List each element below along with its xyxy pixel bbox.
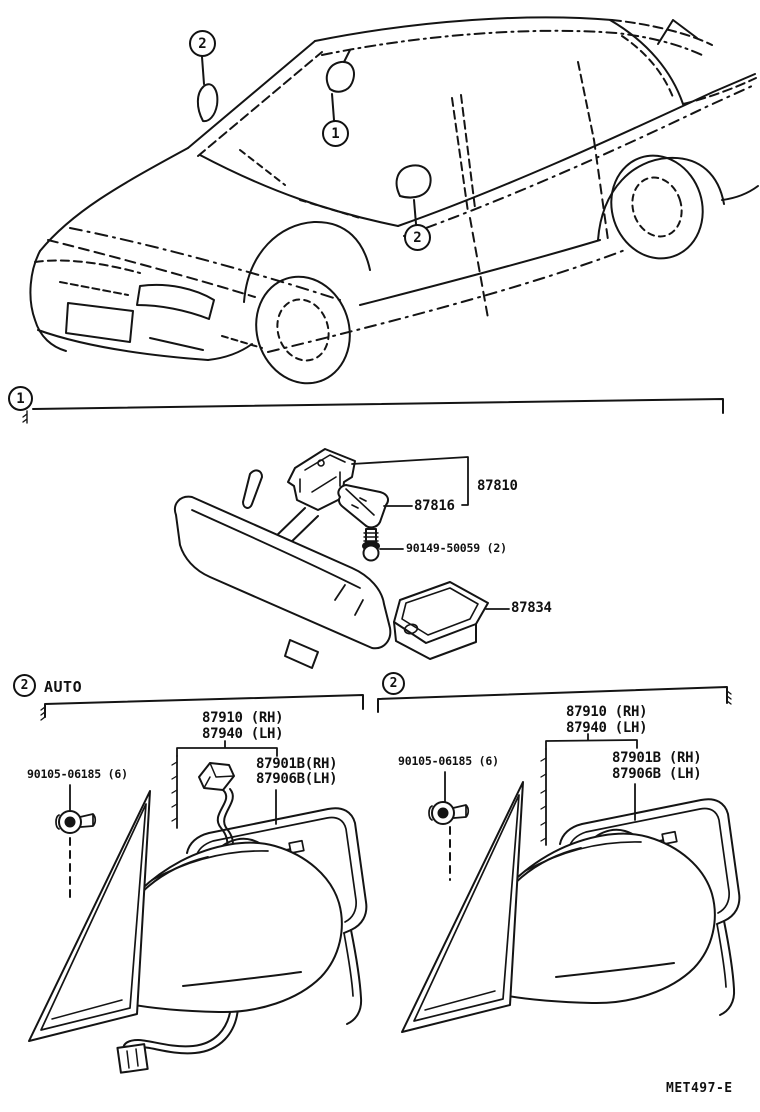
label-right-87901b-rh: 87901B (RH) [612, 750, 702, 766]
corner-gasket [29, 791, 150, 1041]
inner-mirror-body [175, 497, 390, 668]
label-87810: 87810 [477, 478, 518, 494]
section1-bracket [23, 399, 723, 423]
car-illustration [30, 17, 758, 395]
section1-callout: 1 [8, 386, 33, 411]
callout-2-door-mirror: 2 [404, 224, 431, 251]
section2-right-callout: 2 [382, 672, 405, 695]
label-right-87906b-lh: 87906B (LH) [612, 766, 702, 782]
callout-leader-1 [332, 94, 334, 120]
label-right-87940-lh: 87940 (LH) [566, 720, 648, 736]
drawing-code: MET497-E [666, 1081, 733, 1096]
label-right-87910-rh: 87910 (RH) [566, 704, 648, 720]
bolt-icon-right [429, 802, 468, 824]
label-right-90105-06185: 90105-06185 (6) [398, 754, 499, 768]
callout-2-windshield: 2 [189, 30, 216, 57]
label-left-90105-06185: 90105-06185 (6) [27, 767, 128, 781]
label-90149-50059: 90149-50059 (2) [406, 541, 507, 555]
cover-87816 [338, 485, 388, 527]
wedge-piece [243, 470, 262, 507]
left-mirror-wire-bottom [117, 1007, 238, 1073]
section2-left-callout: 2 [13, 674, 36, 697]
bolt-icon-left [56, 811, 95, 833]
label-left-87901b-rh: 87901B(RH) [256, 756, 338, 772]
inner-mirror-drawing [175, 449, 509, 668]
label-left-87910-rh: 87910 (RH) [202, 710, 284, 726]
car-mirror-ghost [198, 84, 217, 121]
label-left-87940-lh: 87940 (LH) [202, 726, 284, 742]
section2-right-bracket [378, 687, 731, 712]
callout-1-inner-mirror: 1 [322, 120, 349, 147]
car-inner-mirror [327, 62, 354, 92]
label-left-87906b-lh: 87906B(LH) [256, 771, 338, 787]
label-87834: 87834 [511, 600, 552, 616]
callout-leader-2-top [202, 57, 204, 84]
holder-87834 [394, 582, 488, 659]
label-auto-tag: AUTO [44, 678, 83, 696]
car-door-mirror [397, 165, 431, 197]
label-87816: 87816 [414, 498, 455, 514]
screw-icon [363, 529, 379, 561]
